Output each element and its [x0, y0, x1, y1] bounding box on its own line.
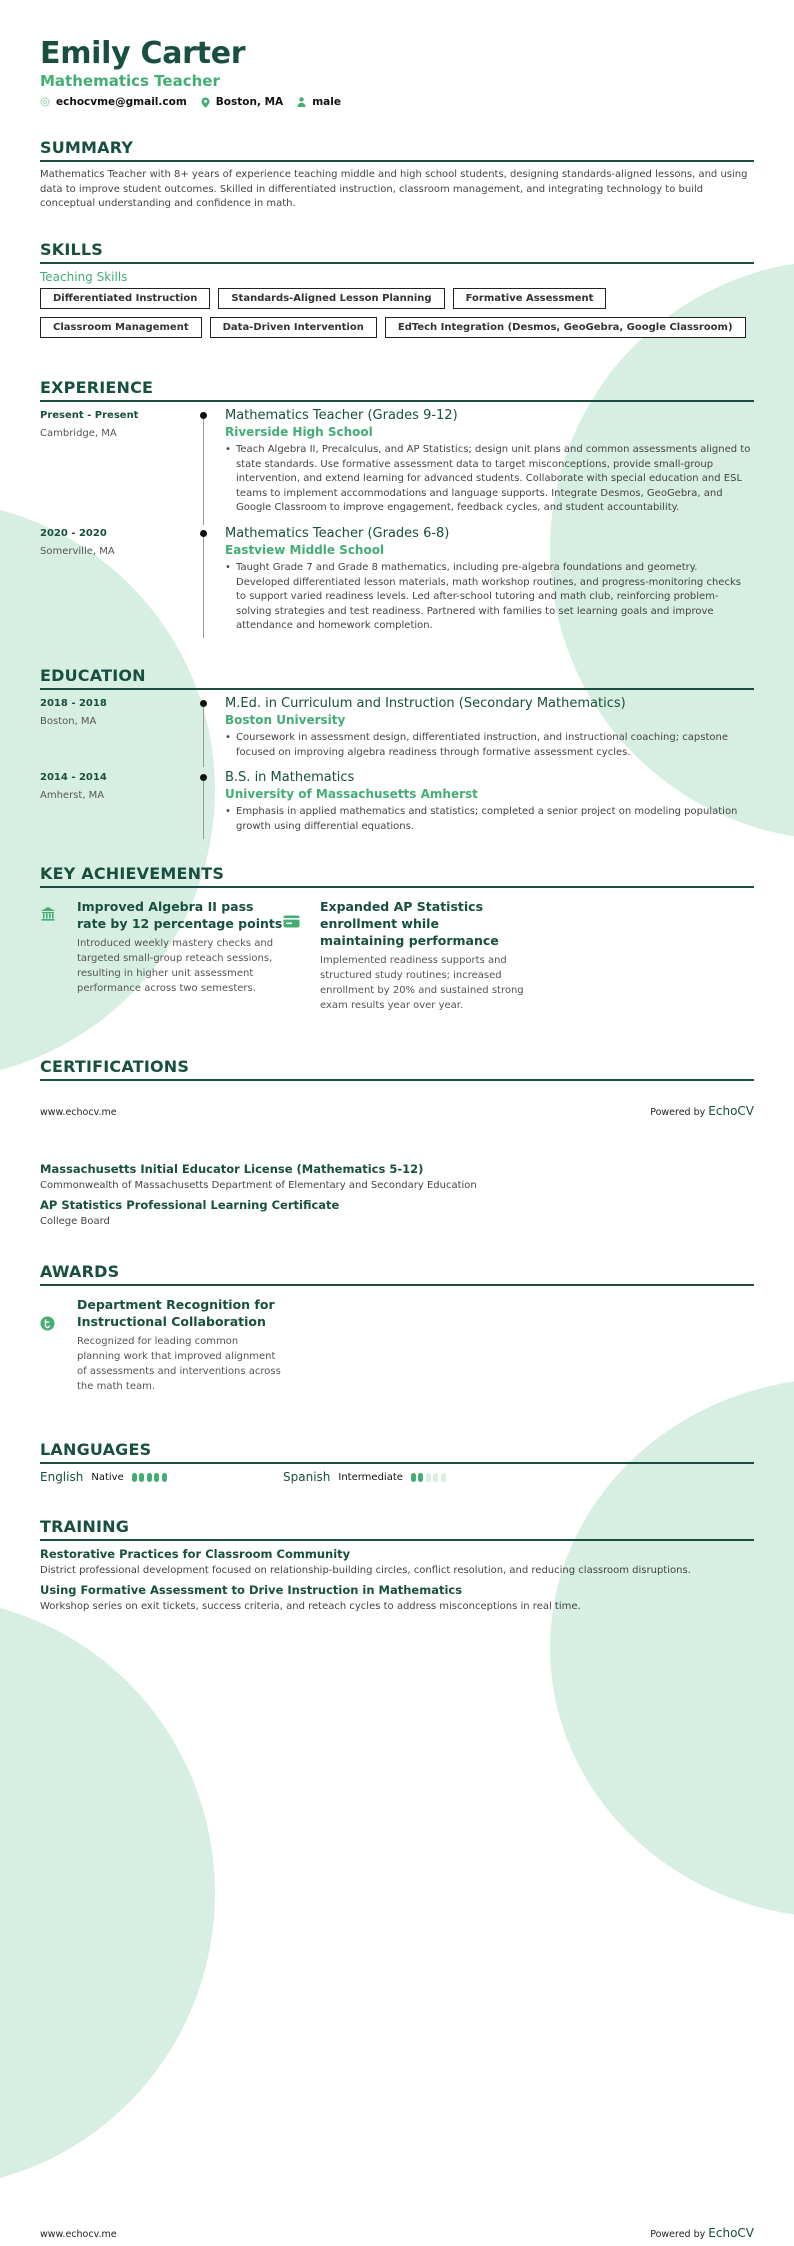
experience-section [40, 378, 754, 636]
entry-dates: Present - Present [40, 410, 139, 421]
skill-chip: Data-Driven Intervention [210, 317, 377, 338]
entry-organization: Riverside High School [225, 425, 373, 439]
training-description: Workshop series on exit tickets, success criteria, and reteach cycles to address misconceptions in real time. [40, 1601, 581, 1612]
footer-powered-by [650, 2226, 754, 2240]
training-item [40, 1547, 754, 1576]
certification-issuer: Commonwealth of Massachusetts Department of Elementary and Secondary Education [40, 1180, 477, 1191]
certification-issuer: College Board [40, 1216, 110, 1227]
timeline-dot [200, 530, 207, 537]
entry-location: Amherst, MA [40, 790, 105, 801]
skill-chip: Classroom Management [40, 317, 202, 338]
education-entry [40, 770, 754, 840]
education-section [40, 666, 754, 840]
certification-item [40, 1198, 754, 1227]
training-section [40, 1517, 754, 1612]
section-title: LANGUAGES [40, 1440, 754, 1464]
proficiency-pill-filled [162, 1473, 167, 1482]
contact-email-text: echocvme@gmail.com [56, 96, 187, 108]
proficiency-pill-empty [426, 1473, 431, 1482]
timeline-dot [200, 412, 207, 419]
footer-powered-by [650, 1104, 754, 1118]
contact-location [201, 96, 283, 108]
experience-entry [40, 408, 754, 521]
achievement-item [283, 898, 526, 1013]
powered-by-label: Powered by [650, 2229, 709, 2240]
section-title: EXPERIENCE [40, 378, 754, 402]
entry-bullet: • Teach Algebra II, Precalculus, and AP Statistics; design unit plans and common assessments aligned to state standards. Use formative assessment data to target misconceptions, provide small-group intervention, and extend learning for advanced students. Collaborate with special education and ESL teams to implement accommodations and language supports. Integrate Desmos, GeoGebra, and Google Classroom to improve engagement, feedback cycles, and student accountability. [225, 443, 754, 516]
location-pin-icon [201, 97, 210, 108]
entry-school: University of Massachusetts Amherst [225, 787, 478, 801]
achievement-description: Implemented readiness supports and structured study routines; increased enrollment by 20% and sustained strong exam results year over year. [320, 955, 524, 1011]
card-icon [283, 915, 300, 928]
contact-location-text: Boston, MA [215, 96, 284, 108]
timeline-dot [200, 700, 207, 707]
entry-role: Mathematics Teacher (Grades 6-8) [225, 526, 450, 541]
summary-section [40, 138, 754, 212]
person-icon [297, 97, 306, 107]
timeline-dot [200, 774, 207, 781]
decor-circle-bottom-left [0, 1598, 215, 2188]
proficiency-pill-filled [147, 1473, 152, 1482]
entry-location: Cambridge, MA [40, 428, 117, 439]
entry-degree: B.S. in Mathematics [225, 770, 355, 785]
section-title: AWARDS [40, 1262, 754, 1286]
at-icon [40, 97, 50, 107]
certification-name: AP Statistics Professional Learning Certificate [40, 1198, 340, 1212]
award-title: Department Recognition for Instructional Collaboration [77, 1297, 275, 1329]
skills-subtitle: Teaching Skills [40, 270, 128, 284]
entry-bullet: • Emphasis in applied mathematics and statistics; completed a senior project on modeling population growth using differential equations. [225, 805, 754, 834]
bank-building-icon [40, 906, 56, 922]
entry-organization: Eastview Middle School [225, 543, 385, 557]
entry-location: Boston, MA [40, 716, 97, 727]
entry-location: Somerville, MA [40, 546, 115, 557]
entry-degree: M.Ed. in Curriculum and Instruction (Secondary Mathematics) [225, 696, 626, 711]
section-title: SKILLS [40, 240, 754, 264]
entry-school: Boston University [225, 713, 346, 727]
skill-chip: Differentiated Instruction [40, 288, 210, 309]
awards-section [40, 1262, 754, 1394]
contact-email[interactable] [40, 96, 187, 108]
powered-by-label: Powered by [650, 1107, 709, 1118]
footer-website-link[interactable]: www.echocv.me [40, 2229, 117, 2240]
timeline-line [203, 533, 204, 638]
entry-bullet: • Coursework in assessment design, differentiated instruction, and instructional coaching; capstone focused on improving algebra readiness through formative assessment cycles. [225, 731, 754, 760]
section-title: TRAINING [40, 1517, 754, 1541]
training-name: Restorative Practices for Classroom Community [40, 1547, 351, 1561]
training-name: Using Formative Assessment to Drive Instruction in Mathematics [40, 1583, 463, 1597]
candidate-title: Mathematics Teacher [40, 72, 220, 90]
skill-chip-list [40, 288, 754, 346]
footer-website-link[interactable]: www.echocv.me [40, 1107, 117, 1118]
proficiency-pill-filled [418, 1473, 423, 1482]
timeline-line [203, 777, 204, 839]
proficiency-pill-filled [132, 1473, 137, 1482]
education-entry [40, 696, 754, 768]
achievement-description: Introduced weekly mastery checks and targeted small-group reteach sessions, resulting in higher unit assessment performance across two semesters. [77, 938, 274, 994]
timeline-line [203, 415, 204, 525]
entry-dates: 2018 - 2018 [40, 698, 107, 709]
languages-section [40, 1440, 754, 1484]
language-item [283, 1470, 526, 1484]
proficiency-pill-filled [154, 1473, 159, 1482]
certifications-section [40, 1057, 754, 1081]
section-title: EDUCATION [40, 666, 754, 690]
entry-dates: 2014 - 2014 [40, 772, 107, 783]
entry-role: Mathematics Teacher (Grades 9-12) [225, 408, 458, 423]
training-description: District professional development focused on relationship-building circles, conflict resolution, and reducing classroom disruptions. [40, 1565, 691, 1576]
summary-text: Mathematics Teacher with 8+ years of experience teaching middle and high school students, designing standards-aligned lessons, and using data to improve student outcomes. Skilled in differentiated instruction, classroom management, and integrating technology to build conceptual understanding and confidence in math. [40, 169, 748, 209]
contact-gender-text: male [312, 96, 341, 108]
section-title: CERTIFICATIONS [40, 1057, 754, 1081]
brand-logo-text[interactable]: EchoCV [708, 1104, 754, 1118]
candidate-name: Emily Carter [40, 36, 246, 71]
skill-chip: Standards-Aligned Lesson Planning [218, 288, 444, 309]
award-item [40, 1296, 283, 1394]
section-title: SUMMARY [40, 138, 754, 162]
proficiency-pill-filled [411, 1473, 416, 1482]
page-footer-bottom [40, 2226, 754, 2240]
proficiency-pill-empty [441, 1473, 446, 1482]
skills-section [40, 240, 754, 346]
language-level: Intermediate [338, 1471, 403, 1483]
certification-item [40, 1162, 754, 1191]
certifications-list [40, 1162, 754, 1227]
language-name: English [40, 1470, 84, 1484]
skill-chip: Formative Assessment [453, 288, 607, 309]
page-footer [40, 1104, 754, 1118]
entry-bullet: • Taught Grade 7 and Grade 8 mathematics, including pre-algebra foundations and geometry. Developed differentiated lesson materials, math workshop routines, and progress-monitoring checks to support varied readiness levels. Led after-school tutoring and math club, reinforcing problem-solving strategies and test readiness. Partnered with families to set learning goals and improve attendance and homework completion. [225, 561, 754, 634]
language-level: Native [91, 1471, 124, 1483]
award-description: Recognized for leading common planning work that improved alignment of assessments and interventions across the math team. [77, 1336, 281, 1392]
experience-entry [40, 526, 754, 636]
achievement-title: Expanded AP Statistics enrollment while maintaining performance [320, 899, 499, 948]
proficiency-pill-filled [139, 1473, 144, 1482]
award-coin-icon [40, 1316, 55, 1331]
contact-info [40, 96, 355, 108]
entry-dates: 2020 - 2020 [40, 528, 107, 539]
proficiency-pill-empty [433, 1473, 438, 1482]
language-name: Spanish [283, 1470, 331, 1484]
certification-name: Massachusetts Initial Educator License (Mathematics 5-12) [40, 1162, 424, 1176]
brand-logo-text[interactable]: EchoCV [708, 2226, 754, 2240]
achievements-section [40, 864, 754, 1013]
training-item [40, 1583, 754, 1612]
achievement-title: Improved Algebra II pass rate by 12 percentage points [77, 899, 283, 931]
contact-gender [297, 96, 341, 108]
section-title: KEY ACHIEVEMENTS [40, 864, 754, 888]
achievement-item [40, 898, 283, 1013]
skill-chip: EdTech Integration (Desmos, GeoGebra, Google Classroom) [385, 317, 746, 338]
language-item [40, 1470, 283, 1484]
timeline-line [203, 703, 204, 767]
